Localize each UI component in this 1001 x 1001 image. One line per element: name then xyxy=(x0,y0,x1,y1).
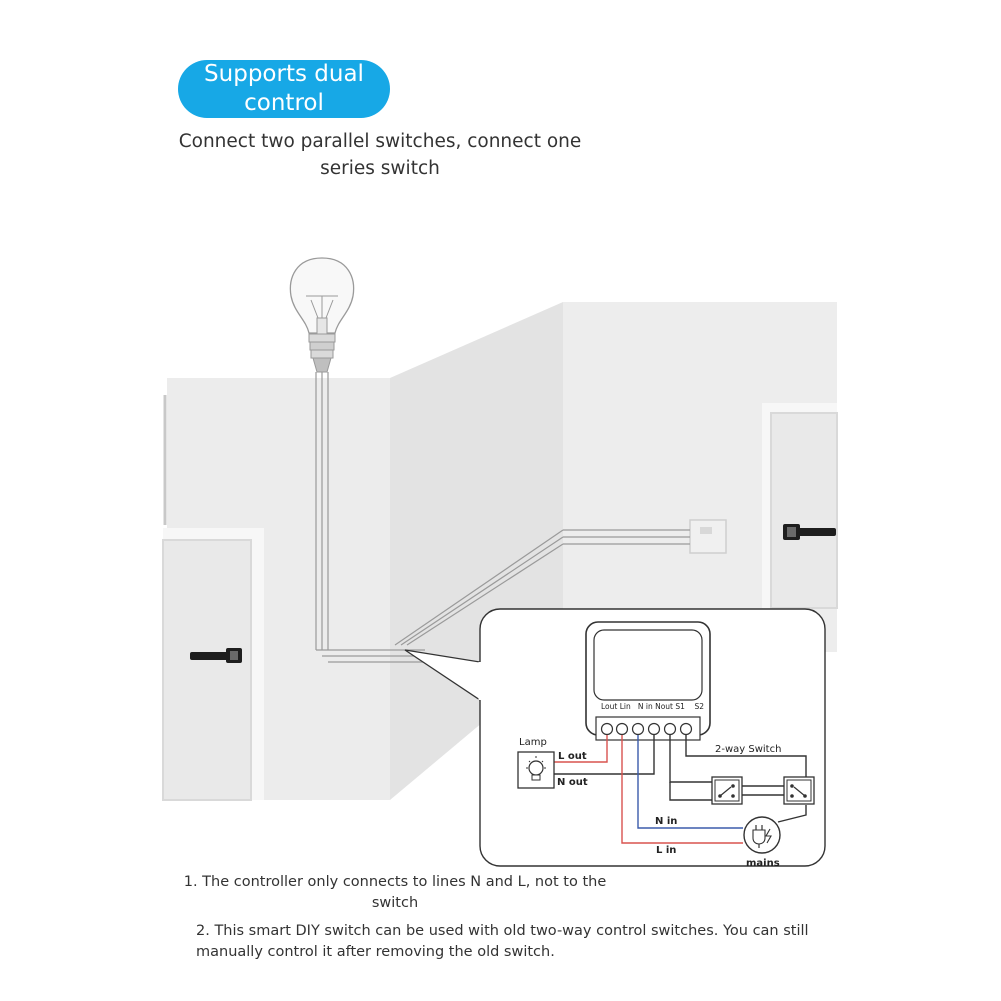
note-1-line-1: 1. The controller only connects to lines N and L, not to the xyxy=(183,874,607,890)
left-door-handle xyxy=(190,652,230,660)
light-bulb-icon xyxy=(290,258,353,372)
nout-label: N out xyxy=(557,777,588,788)
smart-switch-module xyxy=(586,622,710,740)
mains-label: mains xyxy=(746,858,780,869)
lin-label: L in xyxy=(656,845,677,856)
two-way-switch-left-icon xyxy=(712,777,742,804)
note-2-line-1: 2. This smart DIY switch can be used with old two-way control switches. You can still xyxy=(196,923,809,939)
lout-label: L out xyxy=(558,751,587,762)
note-1-line-2: switch xyxy=(371,895,419,911)
two-way-switch-right-icon xyxy=(784,777,814,804)
two-way-switch-label: 2-way Switch xyxy=(715,744,782,755)
wall-switch xyxy=(690,520,726,553)
lamp-icon xyxy=(518,752,554,788)
nin-label: N in xyxy=(655,816,678,827)
note-1 xyxy=(150,872,640,914)
module-terminal-labels: Lout Lin N in Nout S1 S2 xyxy=(601,702,704,711)
left-door xyxy=(163,528,264,800)
right-door xyxy=(762,403,837,608)
subtitle-line-2: series switch xyxy=(320,158,440,179)
mains-plug-icon xyxy=(744,817,780,853)
badge-line-1: Supports dual xyxy=(204,61,364,87)
note-2 xyxy=(196,921,826,963)
badge-line-2: control xyxy=(244,90,324,116)
note-2-line-2: manually control it after removing the old switch. xyxy=(196,944,555,960)
lamp-label: Lamp xyxy=(519,737,547,748)
subtitle-line-1: Connect two parallel switches, connect one xyxy=(178,131,582,152)
